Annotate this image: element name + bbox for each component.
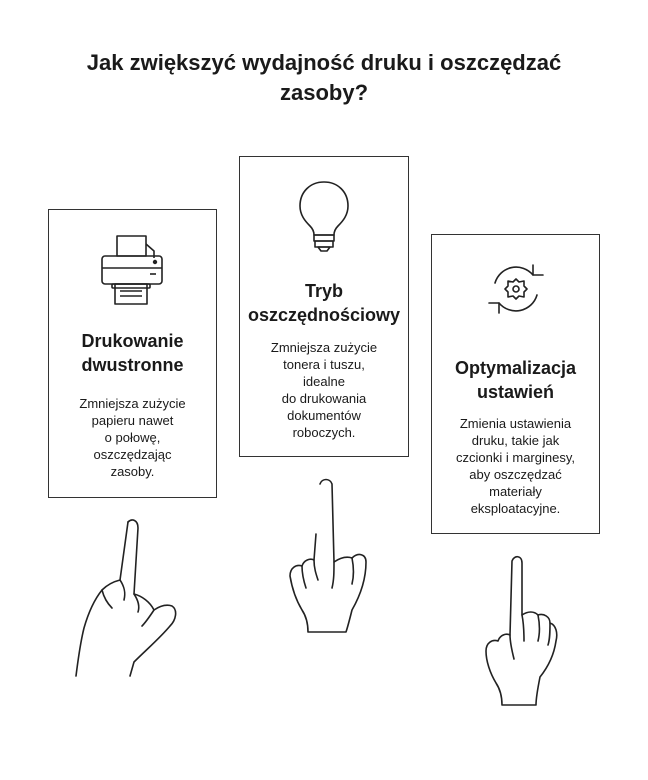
printer-icon	[49, 234, 216, 306]
card-description: Zmniejsza zużycie papieru nawet o połowę, oszczędzając zasoby.	[79, 396, 186, 479]
card-duplex-printing	[48, 209, 217, 498]
card-eco-mode	[239, 156, 409, 457]
gear-refresh-icon	[432, 261, 599, 317]
pointing-hand-icon	[478, 555, 564, 711]
pointing-hand-icon	[286, 476, 372, 636]
card-description: Zmniejsza zużycie tonera i tuszu, idealne do drukowania dokumentów roboczych.	[270, 340, 378, 440]
card-heading: Tryb oszczędnościowy	[247, 281, 401, 325]
lightbulb-icon	[240, 179, 408, 253]
card-settings-optimization	[431, 234, 600, 534]
card-heading: Optymalizacja ustawień	[454, 358, 577, 402]
pointing-hand-icon	[72, 516, 180, 682]
card-heading: Drukowanie dwustronne	[81, 331, 184, 375]
page-title: Jak zwiększyć wydajność druku i oszczędzać zasoby?	[86, 50, 562, 105]
card-description: Zmienia ustawienia druku, takie jak czcionki i marginesy, aby oszczędzać materiały eksploatacyjne.	[456, 416, 575, 516]
